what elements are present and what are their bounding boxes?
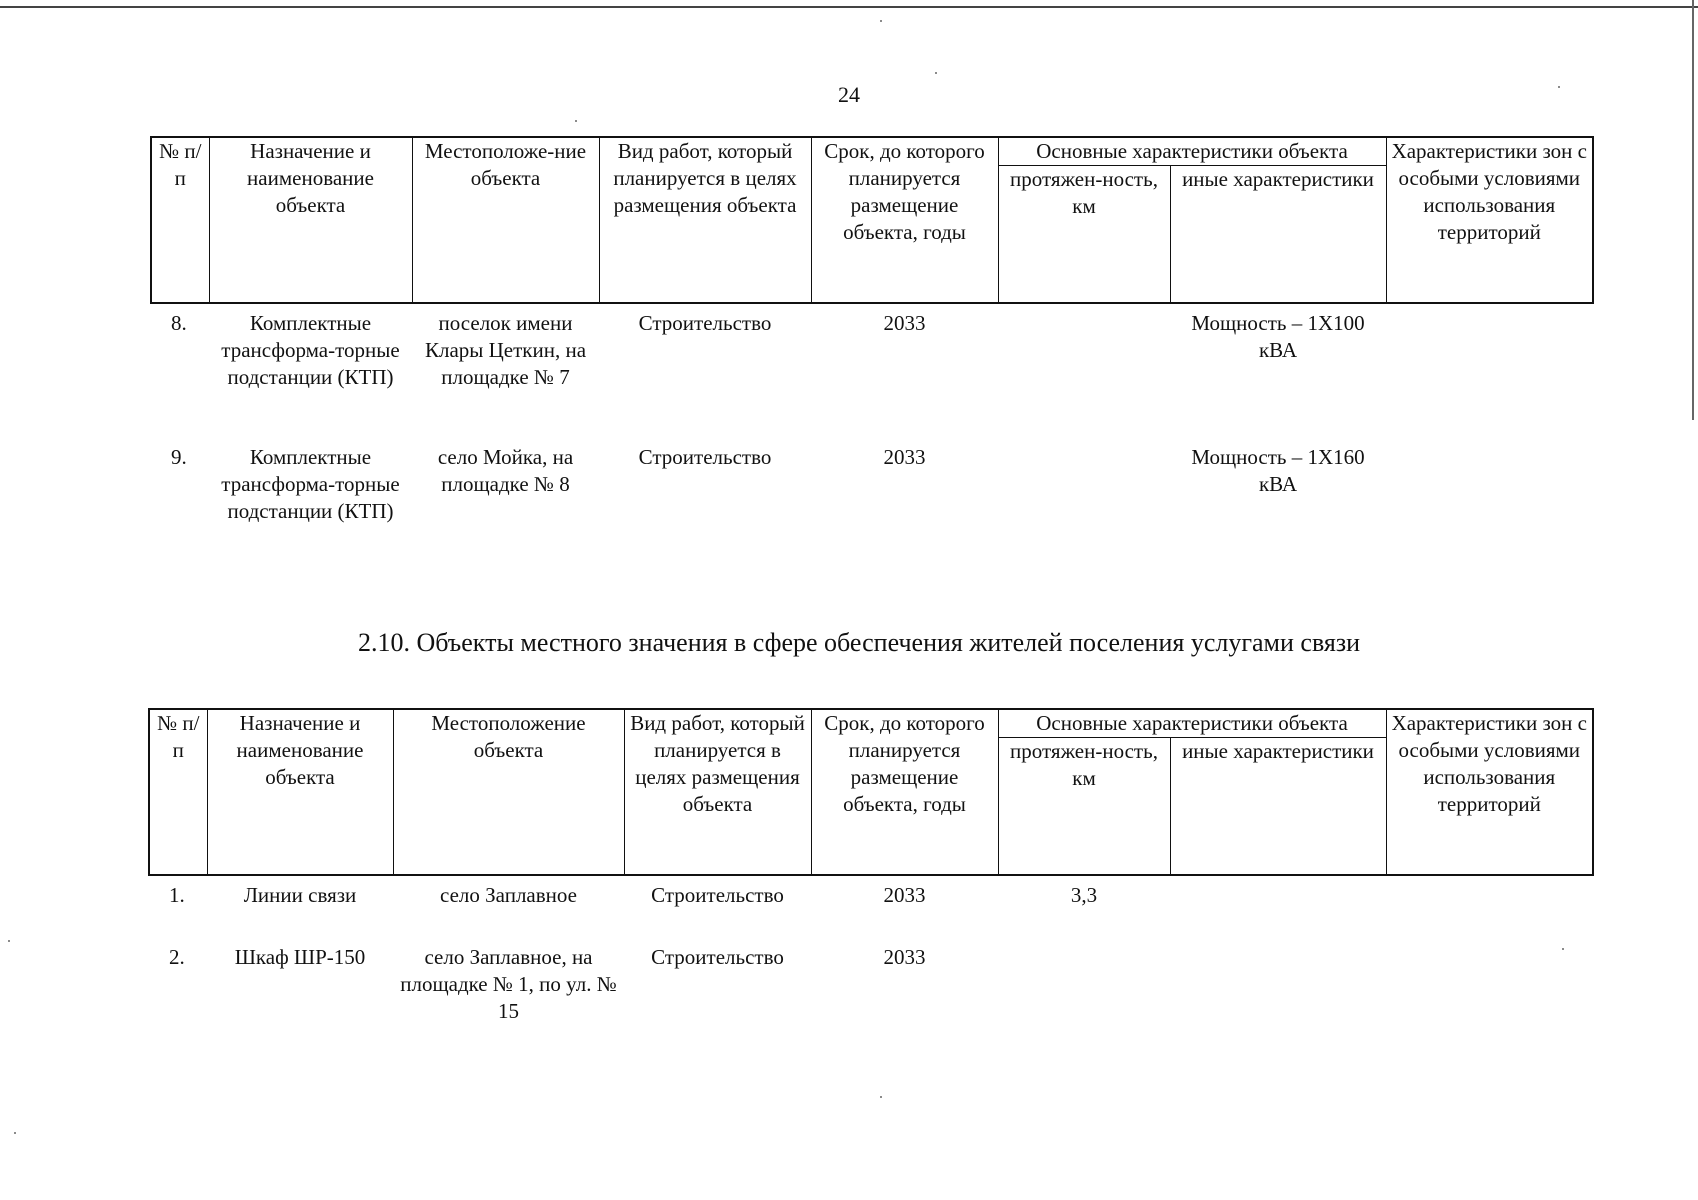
- row-name: Комплектные трансформа-торные подстанции (КТП): [221, 445, 400, 523]
- header-name: Назначение и наименование объекта: [207, 709, 393, 875]
- header-deadline: Срок, до которого планируется размещение объекта, годы: [811, 137, 998, 303]
- header-work-type: Вид работ, который планируется в целях размещения объекта: [624, 709, 811, 875]
- header-zone-characteristics: Характеристики зон с особыми условиями использования территорий: [1386, 709, 1593, 875]
- header-num: № п/п: [151, 137, 209, 303]
- row-work-type: Строительство: [651, 945, 784, 969]
- row-num: 2.: [169, 945, 185, 969]
- row-deadline: 2033: [883, 311, 926, 335]
- table-row: [151, 444, 1593, 584]
- row-deadline: 2033: [883, 445, 926, 469]
- table-row: [149, 944, 1593, 1034]
- row-work-type: Строительство: [651, 883, 784, 907]
- header-location: Местоположение объекта: [393, 709, 624, 875]
- row-num: 9.: [171, 445, 187, 469]
- table-row: [149, 875, 1593, 944]
- row-deadline: 2033: [883, 945, 926, 969]
- header-other-characteristics: иные характеристики: [1170, 738, 1386, 876]
- header-location: Местоположе-ние объекта: [412, 137, 599, 303]
- row-name: Шкаф ШР-150: [234, 945, 366, 969]
- header-main-characteristics: Основные характеристики объекта: [998, 709, 1386, 738]
- scan-speck: [14, 1132, 16, 1134]
- header-main-characteristics: Основные характеристики объекта: [998, 137, 1386, 166]
- row-work-type: Строительство: [638, 311, 772, 335]
- row-name: Комплектные трансформа-торные подстанции (КТП): [221, 311, 400, 389]
- page-number: 24: [838, 82, 860, 107]
- header-work-type: Вид работ, который планируется в целях размещения объекта: [599, 137, 811, 303]
- row-other: Мощность – 1Х100 кВА: [1191, 311, 1365, 362]
- row-zones: [1386, 875, 1593, 944]
- table-header: [149, 709, 1593, 875]
- row-length: [998, 944, 1170, 1034]
- table-power-objects: [150, 136, 1594, 584]
- header-num: № п/п: [149, 709, 207, 875]
- header-name: Назначение и наименование объекта: [209, 137, 412, 303]
- row-location: село Заплавное, на площадке № 1, по ул. № 15: [400, 945, 617, 1023]
- scan-speck: [935, 72, 937, 74]
- header-other-characteristics: иные характеристики: [1170, 166, 1386, 304]
- scan-speck: [8, 940, 10, 942]
- row-length: [998, 303, 1170, 444]
- row-deadline: 2033: [883, 883, 926, 907]
- table-communication-objects: [148, 708, 1594, 1034]
- table-row: [151, 303, 1593, 444]
- row-work-type: Строительство: [638, 445, 772, 469]
- header-zone-characteristics: Характеристики зон с особыми условиями использования территорий: [1386, 137, 1593, 303]
- header-deadline: Срок, до которого планируется размещение объекта, годы: [811, 709, 998, 875]
- section-title: 2.10. Объекты местного значения в сфере обеспечения жителей поселения услугами связи: [357, 628, 1361, 657]
- row-num: 1.: [169, 883, 185, 907]
- row-location: село Мойка, на площадке № 8: [437, 445, 574, 496]
- row-name: Линии связи: [243, 883, 357, 907]
- row-other: [1170, 875, 1386, 944]
- header-length: протяжен-ность, км: [998, 738, 1170, 876]
- scan-top-border: [0, 6, 1698, 8]
- scan-speck: [880, 1096, 882, 1098]
- row-other: [1170, 944, 1386, 1034]
- row-length: [998, 444, 1170, 584]
- row-zones: [1386, 444, 1593, 584]
- header-length: протяжен-ность, км: [998, 166, 1170, 304]
- scan-speck: [575, 120, 577, 122]
- row-num: 8.: [171, 311, 187, 335]
- row-other: Мощность – 1Х160 кВА: [1191, 445, 1365, 496]
- row-location: поселок имени Клары Цеткин, на площадке № 7: [424, 311, 587, 389]
- row-length: 3,3: [1070, 883, 1098, 907]
- row-location: село Заплавное: [440, 883, 577, 907]
- row-zones: [1386, 944, 1593, 1034]
- scan-right-edge: [1692, 0, 1694, 420]
- scan-speck: [880, 20, 882, 22]
- row-zones: [1386, 303, 1593, 444]
- table-header: [151, 137, 1593, 303]
